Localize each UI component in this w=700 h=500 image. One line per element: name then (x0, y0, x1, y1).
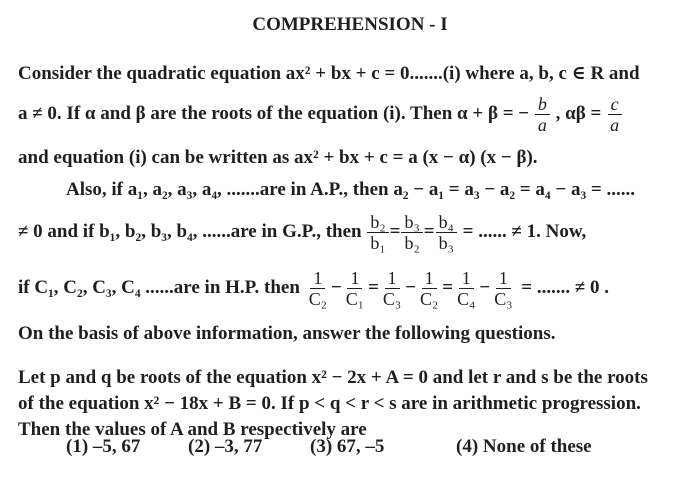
fraction-numerator: 1 (310, 268, 325, 289)
fraction (367, 212, 388, 253)
fraction (343, 268, 367, 309)
fraction-b-over-a (535, 94, 550, 135)
fraction-denominator: C₁ (345, 289, 365, 309)
fraction-denominator: C₃ (382, 289, 402, 309)
fraction (491, 268, 515, 309)
gp-fractions (366, 212, 458, 253)
fraction-denominator: b₁ (370, 233, 386, 253)
paragraph-line-1: Consider the quadratic equation ax² + bx + c = 0.......(i) where a, b, c ∈ R and (18, 63, 640, 84)
fraction-operator: − (405, 276, 417, 298)
paragraph-line-6 (18, 268, 609, 309)
fraction-numerator: c (608, 94, 622, 115)
comprehension-title: COMPREHENSION - I (252, 14, 448, 35)
question-line-2: of the equation x² − 18x + B = 0. If p < q < r < s are in arithmetic progression. (18, 393, 641, 414)
option-2[interactable]: (2) –3, 77 (188, 436, 263, 457)
fraction-numerator: 1 (459, 268, 474, 289)
fraction-denominator: b₂ (404, 233, 420, 253)
paragraph-line-5 (18, 212, 586, 253)
fraction (417, 268, 441, 309)
fraction-denominator: C₄ (457, 289, 476, 309)
fraction (436, 212, 457, 253)
fraction-operator: − (330, 276, 342, 298)
fraction-denominator: a (610, 115, 620, 135)
line-5-text: ≠ 0 and if b₁, b₂, b₃, b₄, ......are in G.P., then (18, 220, 362, 242)
option-1[interactable]: (1) –5, 67 (66, 436, 141, 457)
fraction-numerator: 1 (422, 268, 437, 289)
fraction-numerator: b (535, 94, 550, 115)
option-4[interactable]: (4) None of these (456, 436, 592, 457)
fraction (306, 268, 330, 309)
fraction-denominator: a (537, 115, 547, 135)
fraction-numerator: b₄ (436, 212, 457, 233)
fraction (380, 268, 404, 309)
line-5-tail: = ...... ≠ 1. Now, (462, 220, 587, 242)
fraction (454, 268, 478, 309)
fraction-c-over-a (607, 94, 622, 135)
question-line-1: Let p and q be roots of the equation x² − 2x + A = 0 and let r and s be the roots (18, 367, 648, 388)
question-line-3: Then the values of A and B respectively are (18, 419, 367, 440)
fraction-operator: = (423, 220, 435, 242)
fraction-denominator: C₂ (420, 289, 439, 309)
line-2-text: a ≠ 0. If α and β are the roots of the equation (i). Then α + β = − (18, 102, 530, 124)
option-3[interactable]: (3) 67, –5 (310, 436, 385, 457)
fraction-numerator: 1 (347, 268, 362, 289)
fraction-operator: = (368, 276, 379, 298)
line-6-tail: = ....... ≠ 0 . (521, 276, 610, 298)
fraction-operator: = (442, 276, 454, 298)
hp-fractions (305, 268, 517, 309)
fraction-numerator: b₂ (367, 212, 388, 233)
paragraph-line-3: and equation (i) can be written as ax² + bx + c = a (x − α) (x − β). (18, 147, 538, 168)
paragraph-line-4: Also, if a₁, a₂, a₃, a₄, .......are in A.P., then a₂ − a₁ = a₃ − a₂ = a₄ − a₃ = ...... (66, 179, 635, 200)
fraction-denominator: b₃ (438, 233, 454, 253)
fraction-operator: − (479, 276, 491, 298)
fraction-denominator: C₃ (494, 289, 513, 309)
fraction-numerator: 1 (496, 268, 511, 289)
fraction-numerator: b₃ (401, 212, 422, 233)
paragraph-line-2 (18, 94, 623, 135)
fraction-denominator: C₂ (308, 289, 327, 309)
line-2-mid: , αβ = (555, 102, 602, 124)
fraction (401, 212, 422, 253)
paragraph-line-7: On the basis of above information, answer the following questions. (18, 323, 556, 344)
fraction-numerator: 1 (385, 268, 400, 289)
fraction-operator: = (389, 220, 401, 242)
line-6-text: if C₁, C₂, C₃, C₄ ......are in H.P. then (18, 276, 300, 298)
